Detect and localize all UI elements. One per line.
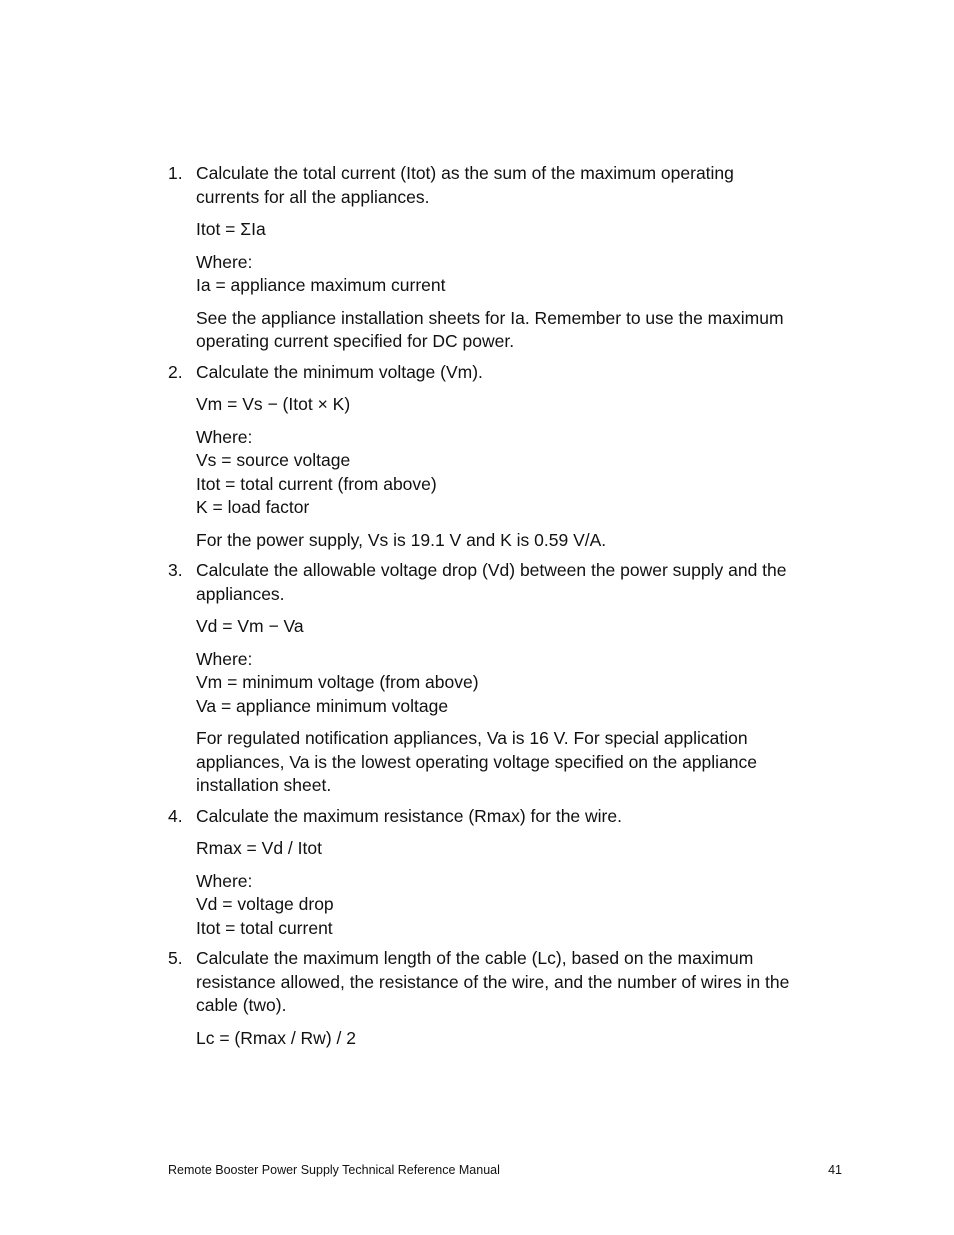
step-instruction	[196, 361, 848, 385]
text-line: Vs = source voltage	[196, 450, 351, 470]
text-line: Where:	[196, 426, 253, 447]
step-paragraph	[196, 615, 848, 639]
text-line: For the power supply, Vs is 19.1 V and K is 0.59 V/A.	[196, 529, 607, 550]
text-line: appliances, Va is the lowest operating voltage specified on the appliance	[196, 751, 758, 772]
text-line: Rmax = Vd / Itot	[196, 838, 322, 858]
step-paragraph	[196, 870, 848, 941]
text-line: appliances.	[196, 583, 285, 604]
step-paragraph	[196, 529, 848, 553]
page-number: 41	[828, 1163, 842, 1177]
text-line: Vm = Vs − (Itot × K)	[196, 394, 351, 414]
step-number: 5.	[168, 948, 183, 968]
procedure-step	[168, 947, 848, 1050]
step-number: 4.	[168, 805, 183, 826]
text-line: Va = appliance minimum voltage	[196, 695, 449, 716]
text-line: Where:	[196, 251, 253, 272]
step-paragraph	[196, 307, 848, 354]
text-line: Itot = ΣIa	[196, 219, 266, 239]
text-line: Calculate the maximum length of the cable (Lc), based on the maximum	[196, 948, 754, 968]
step-paragraph	[196, 1027, 848, 1051]
text-line: Vd = Vm − Va	[196, 616, 304, 636]
step-paragraph	[196, 648, 848, 719]
text-line: Itot = total current (from above)	[196, 473, 437, 494]
text-line: Calculate the maximum resistance (Rmax) for the wire.	[196, 805, 622, 826]
step-paragraph	[196, 727, 848, 798]
step-number: 2.	[168, 361, 183, 382]
text-line: Where:	[196, 870, 253, 891]
text-line: Calculate the allowable voltage drop (Vd) between the power supply and the	[196, 560, 787, 580]
text-line: K = load factor	[196, 497, 310, 517]
text-line: Itot = total current	[196, 917, 333, 938]
step-number: 3.	[168, 560, 183, 580]
footer-document-title: Remote Booster Power Supply Technical Reference Manual	[168, 1163, 500, 1177]
text-line: Calculate the total current (Itot) as the sum of the maximum operating	[196, 163, 734, 183]
step-paragraph	[196, 393, 848, 417]
text-line: See the appliance installation sheets for Ia. Remember to use the maximum	[196, 307, 784, 328]
step-instruction	[196, 805, 848, 829]
procedure-step	[168, 805, 848, 941]
text-line: Vd = voltage drop	[196, 894, 334, 914]
text-line: For regulated notification appliances, Va is 16 V. For special application	[196, 728, 748, 748]
step-paragraph	[196, 837, 848, 861]
procedure-step	[168, 162, 848, 354]
procedure-steps-list	[168, 162, 848, 1057]
text-line: operating current specified for DC power.	[196, 331, 515, 351]
text-line: Calculate the minimum voltage (Vm).	[196, 361, 483, 382]
text-line: Vm = minimum voltage (from above)	[196, 672, 479, 692]
step-instruction	[196, 162, 848, 209]
text-line: Ia = appliance maximum current	[196, 275, 446, 295]
text-line: resistance allowed, the resistance of the wire, and the number of wires in the	[196, 971, 790, 992]
step-number: 1.	[168, 163, 183, 183]
text-line: cable (two).	[196, 995, 287, 1015]
text-line: currents for all the appliances.	[196, 186, 430, 207]
procedure-step	[168, 559, 848, 798]
step-paragraph	[196, 218, 848, 242]
text-line: Where:	[196, 648, 253, 669]
step-paragraph	[196, 426, 848, 520]
step-paragraph	[196, 251, 848, 298]
text-line: Lc = (Rmax / Rw) / 2	[196, 1027, 356, 1048]
step-instruction	[196, 559, 848, 606]
step-instruction	[196, 947, 848, 1018]
procedure-step	[168, 361, 848, 553]
text-line: installation sheet.	[196, 775, 332, 795]
